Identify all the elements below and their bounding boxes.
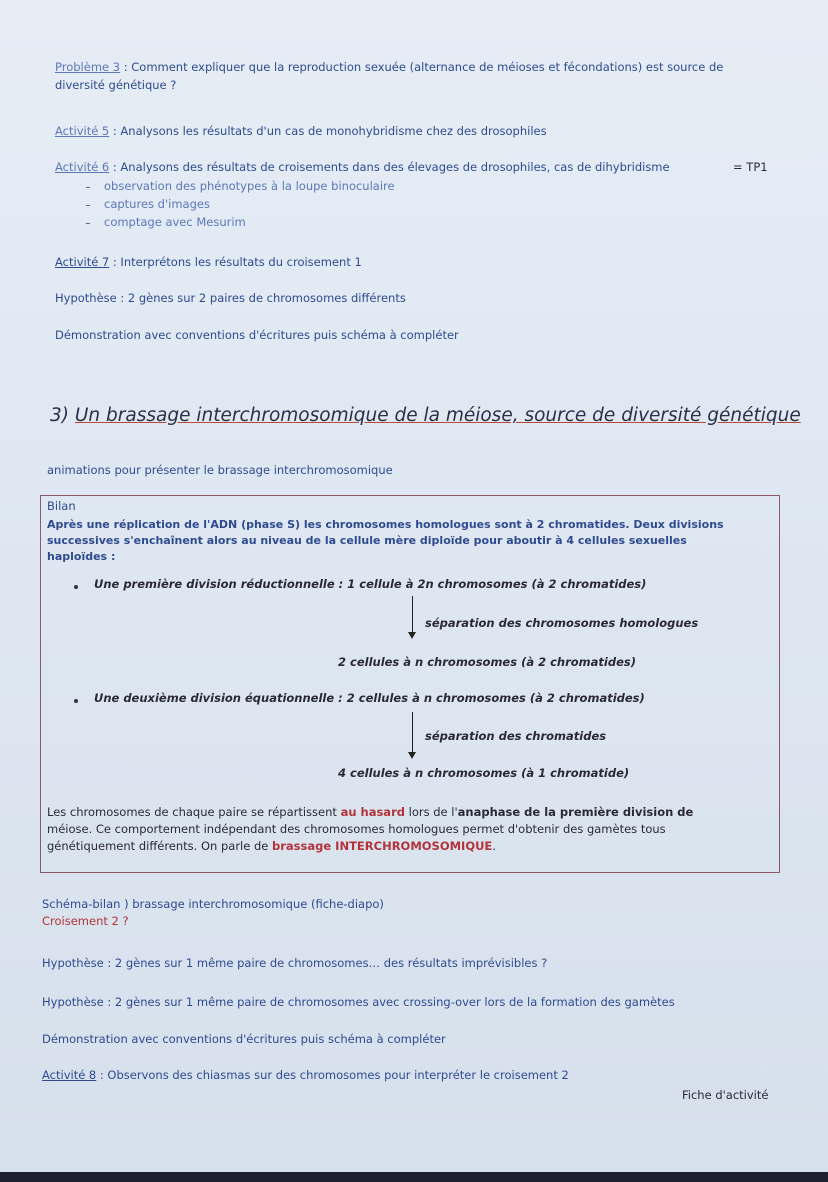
list-dash [86, 187, 90, 188]
demonstration-1: Démonstration avec conventions d'écritures puis schéma à compléter [55, 328, 459, 342]
conclusion-highlight: anaphase de la première division de [457, 805, 694, 819]
division-1-label: Une première division réductionnelle : [94, 577, 344, 591]
activite-7 [55, 255, 362, 270]
conclusion-text: Les chromosomes de chaque paire se répartissent [47, 805, 341, 819]
activite-6-label: Activité 6 [55, 160, 110, 174]
probleme-line-1 [55, 60, 723, 75]
activite-6-item: comptage avec Mesurim [104, 215, 246, 229]
section-number: 3) [50, 405, 69, 426]
separation-2: séparation des chromatides [425, 729, 607, 743]
page-edge [0, 1172, 828, 1182]
separation-1: séparation des chromosomes homologues [425, 616, 699, 630]
activite-5-label: Activité 5 [55, 124, 110, 138]
bullet [74, 585, 78, 589]
bullet [74, 699, 78, 703]
activite-8-label: Activité 8 [42, 1068, 97, 1082]
conclusion-line-2: méiose. Ce comportement indépendant des chromosomes homologues permet d'obtenir des gamètes tous [47, 822, 666, 836]
list-dash [86, 205, 90, 206]
conclusion-line-1 [47, 805, 693, 820]
activite-8-text: : Observons des chiasmas sur des chromosomes pour interpréter le croisement 2 [96, 1068, 569, 1082]
demonstration-2: Démonstration avec conventions d'écritures puis schéma à compléter [42, 1032, 446, 1046]
division-2-label: Une deuxième division équationnelle : [94, 691, 343, 705]
bilan-intro-2: successives s'enchaînent alors au niveau de la cellule mère diploïde pour aboutir à 4 cellules sexuelles [47, 534, 687, 547]
activite-7-label: Activité 7 [55, 255, 110, 269]
hypothese-1: Hypothèse : 2 gènes sur 2 paires de chromosomes différents [55, 291, 406, 305]
conclusion-text: génétiquement différents. On parle de [47, 839, 273, 853]
conclusion-text: . [492, 839, 496, 853]
section-title: Un brassage interchromosomique de la méiose, source de diversité génétique [74, 405, 801, 426]
bilan-intro-1: Après une réplication de l'ADN (phase S) les chromosomes homologues sont à 2 chromatides. Deux divisions [47, 518, 724, 531]
division-2-value: 2 cellules à n chromosomes (à 2 chromatides) [346, 691, 645, 705]
list-dash [86, 223, 90, 224]
section-heading [50, 405, 801, 426]
activite-5-text: : Analysons les résultats d'un cas de monohybridisme chez des drosophiles [109, 124, 547, 138]
activite-6 [55, 160, 670, 175]
animations-note: animations pour présenter le brassage interchromosomique [47, 463, 393, 477]
activite-7-text: : Interprétons les résultats du croisement 1 [109, 255, 362, 269]
probleme-text: : Comment expliquer que la reproduction sexuée (alternance de méioses et fécondations) est source de [120, 60, 724, 74]
activite-6-item: observation des phénotypes à la loupe binoculaire [104, 179, 395, 193]
bilan-intro-3: haploïdes : [47, 550, 116, 563]
fiche-activite: Fiche d'activité [682, 1088, 769, 1102]
result-1: 2 cellules à n chromosomes (à 2 chromatides) [338, 655, 636, 669]
result-2: 4 cellules à n chromosomes (à 1 chromatide) [338, 766, 630, 780]
croisement-2: Croisement 2 ? [42, 914, 129, 928]
probleme-label: Problème 3 [55, 60, 121, 74]
activite-5 [55, 124, 547, 139]
activite-6-item: captures d'images [104, 197, 210, 211]
schema-bilan: Schéma-bilan ) brassage interchromosomique (fiche-diapo) [42, 897, 384, 911]
division-1-value: 1 cellule à 2n chromosomes (à 2 chromatides) [347, 577, 647, 591]
conclusion-line-3 [47, 839, 496, 854]
conclusion-text: lors de l' [404, 805, 458, 819]
hypothese-2: Hypothèse : 2 gènes sur 1 même paire de chromosomes… des résultats imprévisibles ? [42, 956, 548, 970]
hypothese-3: Hypothèse : 2 gènes sur 1 même paire de chromosomes avec crossing-over lors de la formation des gamètes [42, 995, 675, 1009]
activite-6-tp: = TP1 [733, 160, 768, 174]
arrow-1-line [412, 596, 413, 634]
activite-6-text: : Analysons des résultats de croisements dans des élevages de drosophiles, cas de dihybridisme [109, 160, 670, 174]
activite-8 [42, 1068, 569, 1083]
arrow-2-head [408, 752, 416, 759]
conclusion-highlight: brassage INTERCHROMOSOMIQUE [272, 839, 493, 853]
arrow-1-head [408, 632, 416, 639]
division-1 [94, 577, 646, 592]
probleme-line-2: diversité génétique ? [55, 78, 177, 92]
conclusion-highlight: au hasard [340, 805, 405, 819]
arrow-2-line [412, 712, 413, 754]
bilan-label: Bilan [47, 499, 76, 513]
division-2 [94, 691, 645, 706]
